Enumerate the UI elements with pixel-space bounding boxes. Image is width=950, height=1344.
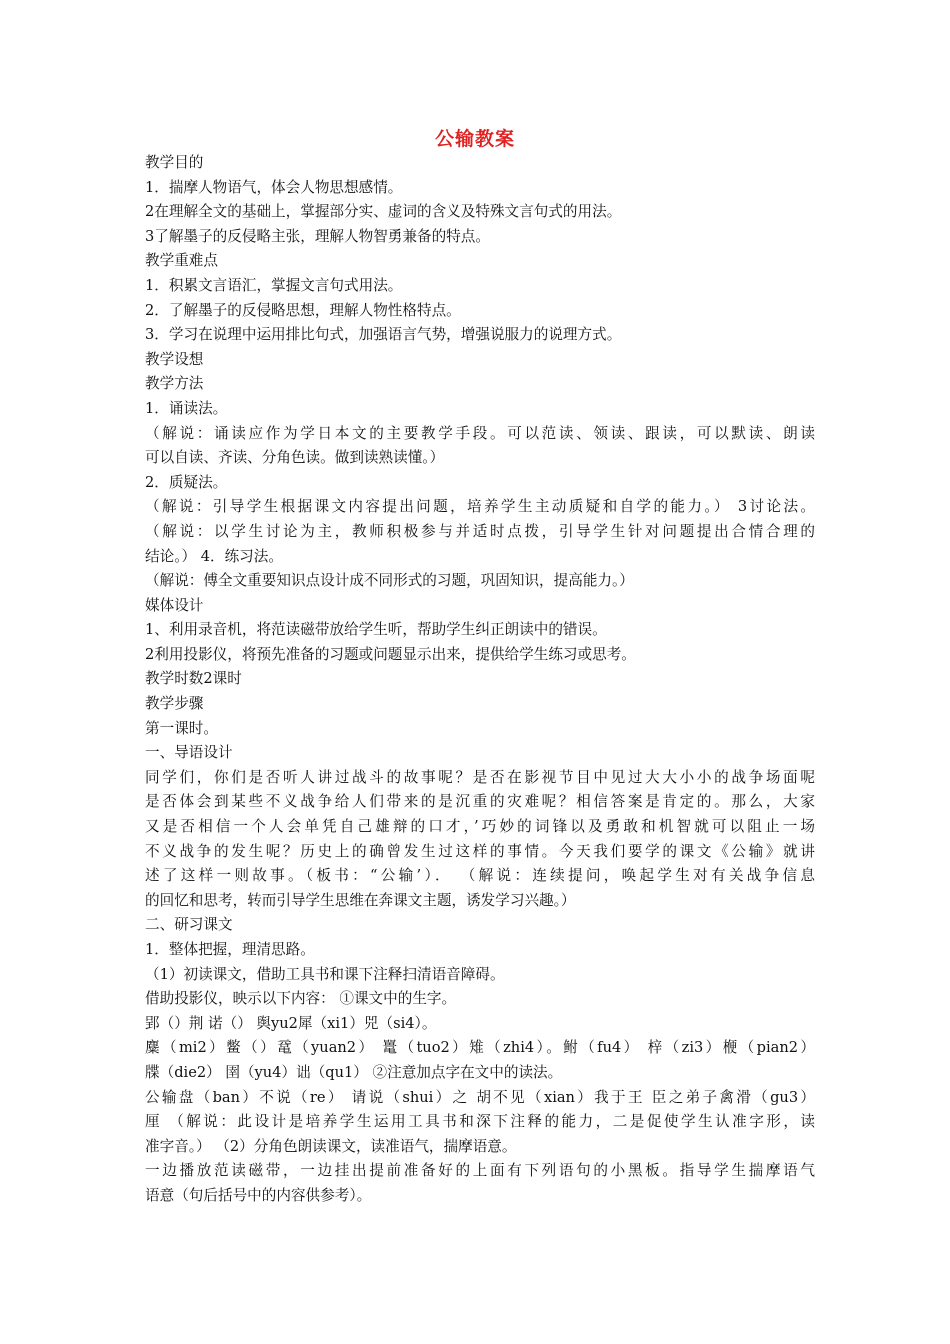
- text-line: （解说：诵读应作为学日本文的主要教学手段。可以范读、领读、跟读，可以默读、朗读: [145, 424, 815, 442]
- text-line: 二、研习课文: [145, 916, 233, 934]
- text-line: （解说：以学生讨论为主，教师积极参与并适时点拨，引导学生针对问题提出合情合理的: [145, 522, 815, 540]
- text-line: 不义战争的发生呢？历史上的确曾发生过这样的事情。今天我们要学的课文《公输》就讲: [145, 842, 815, 860]
- text-line: 1、利用录音机，将范读磁带放给学生听，帮助学生纠正朗读中的错误。: [145, 621, 607, 639]
- document-body: [145, 151, 815, 1209]
- text-line: 3了解墨子的反侵略主张，理解人物智勇兼备的特点。: [145, 227, 490, 245]
- text-line: 又是否相信一个人会单凭自己雄辩的口才，’巧妙的词锋以及勇敢和机智就可以阻止一场: [145, 818, 815, 836]
- text-line: 教学时数2课时: [145, 670, 242, 688]
- text-line: 教学步骤: [145, 695, 204, 713]
- text-line: 1．诵读法。: [145, 399, 228, 417]
- text-line: 可以自读、齐读、分角色读。做到读熟读懂。）: [145, 449, 445, 467]
- text-line: （解说：引导学生根据课文内容提出问题，培养学生主动质疑和自学的能力。） 3讨论法。: [145, 498, 815, 516]
- text-line: 准字音。） （2）分角色朗读课文，读准语气，揣摩语意。: [145, 1137, 517, 1155]
- text-line: 麋（mi2）鳖（）鼋（yuan2） 鼍（tuo2）雉（zhi4）。鲋（fu4） 梓（zi3）楩（pian2）: [145, 1039, 815, 1057]
- text-line: 教学重难点: [145, 252, 218, 270]
- text-line: 第一课时。: [145, 719, 218, 737]
- text-line: 同学们，你们是否听人讲过战斗的故事呢？是否在影视节目中见过大大小小的战争场面呢: [145, 768, 815, 786]
- text-line: 借助投影仪，映示以下内容： ①课文中的生字。: [145, 990, 457, 1008]
- text-line: 教学目的: [145, 154, 204, 171]
- text-line: 是否体会到某些不义战争给人们带来的是沉重的灾难呢？相信答案是肯定的。那么，大家: [145, 793, 815, 811]
- text-line: 郢（）荆 诺（） 舆yu2犀（xi1）兕（si4）。: [145, 1014, 437, 1032]
- text-line: 3．学习在说理中运用排比句式，加强语言气势，增强说服力的说理方式。: [145, 326, 622, 344]
- text-line: 1．整体把握，理清思路。: [145, 941, 315, 958]
- text-line: 2利用投影仪，将预先准备的习题或问题显示出来，提供给学生练习或思考。: [145, 645, 636, 663]
- text-line: 媒体设计: [145, 596, 204, 614]
- text-line: 2．质疑法。: [145, 473, 228, 491]
- text-line: 公输盘（ban）不说（re） 请说（shui）之 胡不见（xian）我于王 臣之弟子禽滑（gu3）: [145, 1088, 815, 1106]
- text-line: 2在理解全文的基础上，掌握部分实、虚词的含义及特殊文言句式的用法。: [145, 203, 622, 221]
- text-line: 语意（句后括号中的内容供参考）。: [145, 1186, 372, 1204]
- text-line: 结论。） 4．练习法。: [145, 547, 283, 565]
- text-line: 一、导语设计: [145, 744, 233, 762]
- text-line: （解说：傅全文重要知识点设计成不同形式的习题，巩固知识，提高能力。）: [145, 572, 634, 590]
- text-line: 牒（die2） 圉（yu4）诎（qu1） ②注意加点字在文中的读法。: [145, 1063, 563, 1081]
- text-line: 厘 （解说：此设计是培养学生运用工具书和深下注释的能力，二是促使学生认准字形，读: [145, 1113, 815, 1131]
- text-line: （1）初读课文，借助工具书和课下注释扫清语音障碍。: [145, 965, 505, 983]
- document-title: 公输教案: [434, 128, 515, 150]
- text-line: 教学设想: [145, 350, 204, 368]
- text-line: 述了这样一则故事。（板书：“公输’）． （解说：连续提问，唤起学生对有关战争信息: [145, 867, 815, 885]
- text-line: 1．积累文言语汇，掌握文言句式用法。: [145, 276, 403, 294]
- text-line: 教学方法: [145, 375, 204, 393]
- text-line: 1．揣摩人物语气，体会人物思想感情。: [145, 178, 403, 196]
- text-line: 2．了解墨子的反侵略思想，理解人物性格特点。: [145, 301, 461, 319]
- text-line: 的回忆和思考，转而引导学生思维在奔课文主题，诱发学习兴趣。）: [145, 891, 576, 909]
- text-line: 一边播放范读磁带，一边挂出提前准备好的上面有下列语句的小黑板。指导学生揣摩语气: [145, 1162, 815, 1180]
